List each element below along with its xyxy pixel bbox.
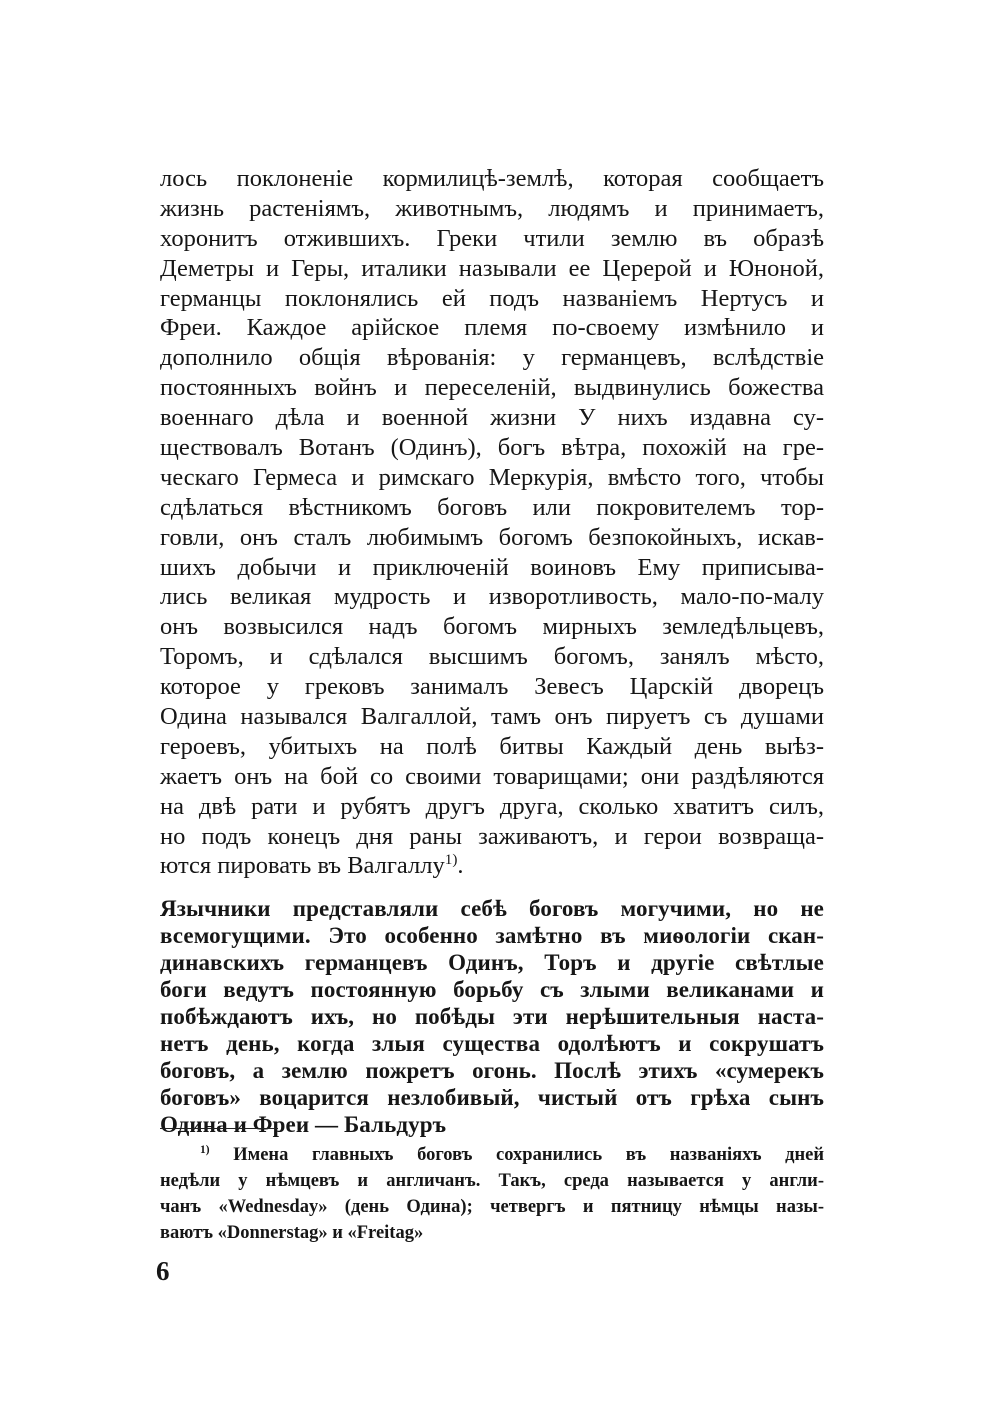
footnote-line	[160, 1142, 824, 1168]
text-line: говли, онъ сталъ любимымъ богомъ безпокойныхъ, искав-	[160, 523, 824, 551]
footnote-reference: 1)	[444, 851, 458, 869]
text-line: Деметры и Геры, италики называли ее Церерой и Юноной,	[160, 254, 824, 282]
footnote-line: ваютъ «Donnerstag» и «Freitag»	[160, 1223, 424, 1243]
footnote	[160, 1142, 824, 1246]
text-line: Одина назывался Валгаллой, тамъ онъ пируетъ съ душами	[160, 703, 824, 731]
text-line: Одина и Фреи — Бальдуръ	[160, 1112, 447, 1138]
text-line: хоронитъ отжившихъ. Греки чтили землю въ образѣ	[160, 224, 824, 252]
sentence-end: .	[457, 852, 464, 880]
text-line: ществовалъ Вотанъ (Одинъ), богъ вѣтра, похожій на гре-	[160, 434, 824, 462]
text-line: сдѣлаться вѣстникомъ боговъ или покровителемъ тор-	[160, 493, 824, 521]
footnote-line: чанъ «Wednesday» (день Одина); четвергъ и пятницу нѣмцы назы-	[160, 1197, 824, 1217]
text-line: ческаго Гермеса и римскаго Меркурія, вмѣсто того, чтобы	[160, 463, 824, 491]
text-line: динавскихъ германцевъ Одинъ, Торъ и другіе свѣтлые	[160, 950, 824, 976]
text-line-content: ются пировать въ Валгаллу	[160, 852, 445, 880]
text-line: постоянныхъ войнъ и переселеній, выдвинулись божества	[160, 374, 824, 402]
text-line: Фреи. Каждое арійское племя по-своему измѣнило и	[160, 314, 824, 342]
footnote-divider	[160, 1128, 278, 1129]
text-line: но подъ конецъ дня раны заживаютъ, и герои возвраща-	[160, 822, 824, 850]
main-text	[160, 164, 824, 1138]
text-line: онъ возвысился надъ богомъ мирныхъ земледѣльцевъ,	[160, 613, 824, 641]
text-line: Язычники представляли себѣ боговъ могучими, но не	[160, 896, 824, 922]
text-line: боговъ, а землю пожретъ огонь. Послѣ этихъ «сумерекъ	[160, 1058, 824, 1084]
text-line: боги ведутъ постоянную борьбу съ злыми великанами и	[160, 977, 824, 1003]
footnote-text: Имена главныхъ боговъ сохранились въ названіяхъ дней	[233, 1145, 825, 1165]
text-line: героевъ, убитыхъ на полѣ битвы Каждый день выѣз-	[160, 732, 824, 760]
footnote-line: недѣли у нѣмцевъ и англичанъ. Такъ, среда называется у англи-	[160, 1171, 824, 1191]
text-line: Торомъ, и сдѣлался высшимъ богомъ, занялъ мѣсто,	[160, 643, 824, 671]
text-line: лись великая мудрость и изворотливость, мало-по-малу	[160, 583, 824, 611]
paragraph-1	[160, 164, 824, 881]
text-line: жаетъ онъ на бой со своими товарищами; они раздѣляются	[160, 762, 824, 790]
text-line: нетъ день, когда злыя существа одолѣютъ и сокрушатъ	[160, 1031, 824, 1057]
text-line: всемогущими. Это особенно замѣтно въ миѳологіи скан-	[160, 923, 824, 949]
text-line-last	[160, 851, 824, 881]
page-number: 6	[156, 1256, 170, 1286]
text-line: военнаго дѣла и военной жизни У нихъ издавна су-	[160, 404, 824, 432]
text-line: дополнило общія вѣрованія: у германцевъ, вслѣдствіе	[160, 344, 824, 372]
text-line: боговъ» воцарится незлобивый, чистый отъ грѣха сынъ	[160, 1085, 824, 1111]
paragraph-2	[160, 895, 824, 1138]
text-line: шихъ добычи и приключеній воиновъ Ему приписыва-	[160, 553, 824, 581]
text-line: лось поклоненіе кормилицѣ-землѣ, которая сообщаетъ	[160, 165, 824, 192]
footnote-marker: 1)	[200, 1143, 210, 1156]
text-line: побѣждаютъ ихъ, но побѣды эти нерѣшительныя наста-	[160, 1004, 824, 1030]
text-line: которое у грековъ занималъ Зевесъ Царскій дворецъ	[160, 673, 824, 701]
text-line: жизнь растеніямъ, животнымъ, людямъ и принимаетъ,	[160, 194, 824, 222]
text-line: на двѣ рати и рубятъ другъ друга, сколько хватитъ силъ,	[160, 792, 824, 820]
text-line: германцы поклонялись ей подъ названіемъ Нертусъ и	[160, 284, 824, 312]
